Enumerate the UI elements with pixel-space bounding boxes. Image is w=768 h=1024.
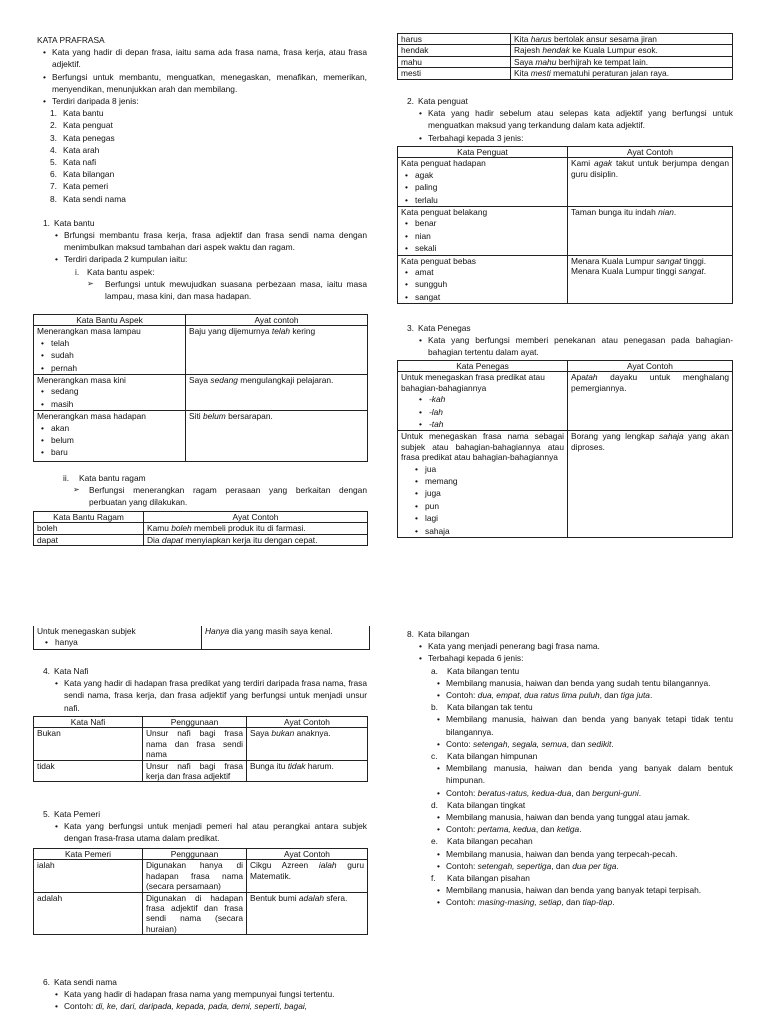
bilangan-type-c: c. Kata bilangan himpunan • Membilang manusia, haiwan dan benda yang banyak dalam bentuk himpunan. • Contoh: beratus-ratus, kedua-dua, dan berguni-guni. bbox=[401, 750, 733, 799]
list-item: • belum bbox=[37, 434, 182, 446]
list-item: • paling bbox=[401, 181, 564, 193]
table-header: Ayat contoh bbox=[186, 315, 368, 326]
section-heading-penguat: 2. Kata penguat bbox=[407, 96, 468, 106]
table-header: Kata Bantu Ragam bbox=[34, 512, 144, 523]
list-item: • pernah bbox=[37, 362, 182, 374]
table-cell: Taman bunga itu indah nian. bbox=[568, 207, 733, 256]
list-item: • lagi bbox=[411, 512, 564, 524]
section-heading-nafi: 4. Kata Nafi bbox=[43, 666, 89, 676]
type-item: 1. Kata bantu bbox=[50, 108, 104, 119]
penegas-table-continued bbox=[33, 626, 370, 650]
table-row bbox=[398, 45, 733, 56]
table-cell: Cikgu Azreen ialah guru Matematik. bbox=[247, 860, 368, 892]
type-item: 8. Kata sendi nama bbox=[50, 193, 126, 204]
list-item: • -kah bbox=[415, 393, 564, 405]
table-header: Kata Penegas bbox=[398, 361, 568, 372]
table-cell: Unsur nafi bagi frasa kerja dan frasa adjektif bbox=[143, 760, 247, 782]
table-cell: Apatah dayaku untuk menghalang pemergiannya. bbox=[568, 372, 733, 431]
ragam-table-continued bbox=[397, 33, 733, 80]
table-cell: Menerangkan masa lampau • telah • sudah • pernah bbox=[34, 326, 186, 375]
table-cell: Kami agak takut untuk berjumpa dengan guru disiplin. bbox=[568, 158, 733, 207]
ragam-table-continued-wrap bbox=[397, 33, 733, 80]
table-cell: Digunakan di hadapan frasa adjektif dan frasa sendi nama (secara huraian) bbox=[143, 892, 247, 935]
table-cell: Kamu boleh membeli produk itu di farmasi. bbox=[144, 523, 368, 534]
table-cell: Saya sedang mengulangkaji pelajaran. bbox=[186, 375, 368, 411]
table-row bbox=[34, 375, 368, 411]
bantu-bullet: • Terdiri daripada 2 kumpulan iaitu: bbox=[55, 253, 367, 265]
aspek-desc-item: ➢ Berfungsi untuk mewujudkan suasana perbezaan masa, iaitu masa lampau, masa kini, dan masa hadapan. bbox=[87, 278, 367, 302]
type-item: 4. Kata arah bbox=[50, 144, 100, 155]
table-row bbox=[398, 372, 733, 431]
list-item: • masih bbox=[37, 398, 182, 410]
list-item: • sedang bbox=[37, 385, 182, 397]
table-row bbox=[34, 892, 368, 935]
table-cell: Kita harus bertolak ansur sesama jiran bbox=[511, 34, 733, 45]
penguat-bullet: • Terbahagi kepada 3 jenis: bbox=[419, 132, 733, 144]
type-item: 5. Kata nafi bbox=[50, 157, 97, 168]
table-cell: dapat bbox=[34, 534, 144, 545]
list-item: • sudah bbox=[37, 349, 182, 361]
list-item: • agak bbox=[401, 169, 564, 181]
table-row bbox=[398, 56, 733, 67]
nafi-table bbox=[33, 716, 368, 782]
list-item: • terlalu bbox=[401, 194, 564, 206]
table-cell: hendak bbox=[398, 45, 511, 56]
pemeri-table bbox=[33, 848, 368, 935]
list-item: • benar bbox=[401, 217, 564, 229]
bilangan-type-b: b. Kata bilangan tak tentu • Membilang manusia, haiwan dan benda yang banyak tetapi tidak tentu bilangannya. • Conto: setengah, segala, semua, dan sedikit. bbox=[401, 701, 733, 750]
aspek-desc bbox=[37, 278, 367, 302]
table-header-row bbox=[34, 849, 368, 860]
bilangan-contoh: • Contoh: beratus-ratus, kedua-dua, dan berguni-guni. bbox=[437, 787, 733, 799]
pemeri-bullets bbox=[37, 820, 367, 844]
list-item: • sahaja bbox=[411, 525, 564, 537]
table-header-row bbox=[398, 147, 733, 158]
table-row bbox=[34, 534, 368, 545]
table-header-row bbox=[398, 361, 733, 372]
ragam-block bbox=[37, 472, 367, 509]
list-item: • akan bbox=[37, 422, 182, 434]
section-heading-bilangan: 8. Kata bilangan bbox=[407, 629, 470, 639]
type-item: 6. Kata bilangan bbox=[50, 169, 115, 180]
bilangan-contoh: • Contoh: setengah, sepertiga, dan dua per tiga. bbox=[437, 860, 733, 872]
intro-bullets bbox=[43, 46, 367, 107]
bilangan-desc: • Membilang manusia, haiwan dan benda yang terpecah-pecah. bbox=[437, 848, 733, 860]
list-item: • sungguh bbox=[401, 278, 564, 290]
table-row bbox=[34, 728, 368, 760]
list-item: • juga bbox=[411, 487, 564, 499]
penguat-table bbox=[397, 146, 733, 304]
table-cell: mahu bbox=[398, 56, 511, 67]
pemeri-table-wrap bbox=[33, 848, 368, 935]
table-cell: Rajesh hendak ke Kuala Lumpur esok. bbox=[511, 45, 733, 56]
type-item: 2. Kata penguat bbox=[50, 120, 113, 131]
bilangan-type-d: d. Kata bilangan tingkat • Membilang manusia, haiwan dan benda yang tunggal atau jamak. • Contoh: pertama, kedua, dan ketiga. bbox=[401, 799, 733, 836]
aspek-table bbox=[33, 314, 368, 462]
intro-bullet: • Terdiri daripada 8 jenis: bbox=[43, 95, 367, 107]
aspek-table-wrap bbox=[33, 314, 368, 462]
table-cell: Kata penguat hadapan • agak • paling • terlalu bbox=[398, 158, 568, 207]
nafi-block bbox=[37, 665, 367, 714]
bilangan-bullet: • Kata yang menjadi penerang bagi frasa nama. bbox=[419, 640, 733, 652]
table-row bbox=[398, 207, 733, 256]
bilangan-type-f: f. Kata bilangan pisahan • Membilang manusia, haiwan dan benda yang banyak tetapi terpisah. • Contoh: masing-masing, setiap, dan tiap-tiap. bbox=[401, 872, 733, 909]
bilangan-desc: • Membilang manusia, haiwan dan benda yang sudah tentu bilangannya. bbox=[437, 677, 733, 689]
intro-bullet: • Berfungsi untuk membantu, menguatkan, menegaskan, menafikan, memerikan, menyendikan, menunjukkan arah dan membilang. bbox=[43, 71, 367, 95]
table-row bbox=[398, 158, 733, 207]
left-top-column bbox=[37, 34, 367, 302]
bilangan-desc: • Membilang manusia, haiwan dan benda yang banyak tetapi terpisah. bbox=[437, 884, 733, 896]
penguat-block bbox=[401, 95, 733, 144]
table-header: Ayat Contoh bbox=[247, 849, 368, 860]
table-header: Kata Nafi bbox=[34, 717, 143, 728]
ragam-desc bbox=[37, 484, 367, 508]
table-cell: ialah bbox=[34, 860, 143, 892]
table-row bbox=[398, 34, 733, 45]
types-list bbox=[43, 107, 367, 205]
table-cell: Kata penguat bebas • amat • sungguh • sangat bbox=[398, 255, 568, 304]
intro-bullet: • Kata yang hadir di depan frasa, iaitu sama ada frasa nama, frasa kerja, atau frasa adjektif. bbox=[43, 46, 367, 70]
list-item: • -lah bbox=[415, 406, 564, 418]
table-header: Kata Bantu Aspek bbox=[34, 315, 186, 326]
table-cell: Kita mesti mematuhi peraturan jalan raya. bbox=[511, 68, 733, 79]
penegas-block bbox=[401, 322, 733, 359]
table-header: Penggunaan bbox=[143, 717, 247, 728]
section-heading-pemeri: 5. Kata Pemeri bbox=[43, 809, 101, 819]
bilangan-type-a: a. Kata bilangan tentu • Membilang manusia, haiwan dan benda yang sudah tentu bilangannya. • Contoh: dua, empat, dua ratus lima puluh, dan tiga juta. bbox=[401, 665, 733, 702]
table-cell: Untuk menegaskan frasa predikat atau bahagian-bahagiannya • -kah • -lah • -tah bbox=[398, 372, 568, 431]
table-cell: Dia dapat menyiapkan kerja itu dengan cepat. bbox=[144, 534, 368, 545]
type-item: 7. Kata pemeri bbox=[50, 181, 109, 192]
table-cell: Baju yang dijemurnya telah kering bbox=[186, 326, 368, 375]
list-item: • jua bbox=[411, 463, 564, 475]
bantu-bullets bbox=[37, 229, 367, 266]
sendi-block bbox=[37, 976, 367, 1013]
bilangan-type-e: e. Kata bilangan pecahan • Membilang manusia, haiwan dan benda yang terpecah-pecah. • Contoh: setengah, sepertiga, dan dua per tiga. bbox=[401, 835, 733, 872]
list-item: • telah bbox=[37, 337, 182, 349]
table-cell: Bunga itu tidak harum. bbox=[247, 760, 368, 782]
table-row bbox=[398, 431, 733, 538]
table-cell: Menerangkan masa kini • sedang • masih bbox=[34, 375, 186, 411]
table-row bbox=[34, 760, 368, 782]
bilangan-desc: • Membilang manusia, haiwan dan benda yang banyak dalam bentuk himpunan. bbox=[437, 762, 733, 786]
table-cell: Kata penguat belakang • benar • nian • sekali bbox=[398, 207, 568, 256]
penguat-table-wrap bbox=[397, 146, 733, 304]
table-row bbox=[398, 255, 733, 304]
ragam-table bbox=[33, 511, 368, 546]
table-header: Kata Pemeri bbox=[34, 849, 143, 860]
table-row bbox=[34, 411, 368, 462]
penguat-bullets bbox=[401, 107, 733, 144]
penguat-bullet: • Kata yang hadir sebelum atau selepas kata adjektif yang berfungsi untuk menguatkan maksud yang terkandung dalam kata adjektif. bbox=[419, 107, 733, 131]
sendi-bullets bbox=[37, 988, 367, 1012]
table-header-row bbox=[34, 512, 368, 523]
section-heading-sendi: 6. Kata sendi nama bbox=[43, 977, 117, 987]
table-header: Penggunaan bbox=[143, 849, 247, 860]
table-row bbox=[34, 523, 368, 534]
bilangan-desc: • Membilang manusia, haiwan dan benda yang banyak tetapi tidak tentu bilangannya. bbox=[437, 713, 733, 737]
pemeri-bullet: • Kata yang berfungsi untuk menjadi pemeri hal atau perangkai antara subjek dengan frasa-frasa utama dalam predikat. bbox=[55, 820, 367, 844]
table-cell: tidak bbox=[34, 760, 143, 782]
table-row bbox=[34, 860, 368, 892]
table-cell: Saya mahu berhijrah ke tempat lain. bbox=[511, 56, 733, 67]
list-item: • sangat bbox=[401, 291, 564, 303]
table-cell: Unsur nafi bagi frasa nama dan frasa sendi nama bbox=[143, 728, 247, 760]
table-header-row bbox=[34, 315, 368, 326]
table-cell: boleh bbox=[34, 523, 144, 534]
ragam-desc-item: ➢ Berfungsi menerangkan ragam perasaan yang berkaitan dengan perbuatan yang dilakukan. bbox=[73, 484, 367, 508]
table-header: Kata Penguat bbox=[398, 147, 568, 158]
table-cell: Hanya dia yang masih saya kenal. bbox=[202, 626, 370, 649]
bilangan-contoh: • Contoh: masing-masing, setiap, dan tiap-tiap. bbox=[437, 896, 733, 908]
bantu-bullet: • Brfungsi membantu frasa kerja, frasa adjektif dan frasa sendi nama dengan menimbulkan maksud tambahan dari aspek waktu dan ragam. bbox=[55, 229, 367, 253]
bilangan-desc: • Membilang manusia, haiwan dan benda yang tunggal atau jamak. bbox=[437, 811, 733, 823]
pemeri-block bbox=[37, 808, 367, 845]
ragam-table-wrap bbox=[33, 511, 368, 546]
penegas-table-wrap bbox=[397, 360, 733, 538]
nafi-bullet: • Kata yang hadir di hadapan frasa predikat yang terdiri daripada frasa nama, frasa sendi nama, frasa kerja, dan frasa adjektif yang berfungsi untuk menjadi unsur nafi. bbox=[55, 677, 367, 714]
list-item: • hanya bbox=[41, 636, 198, 648]
list-item: • sekali bbox=[401, 242, 564, 254]
table-cell: Borang yang lengkap sahaja yang akan diproses. bbox=[568, 431, 733, 538]
penegas-table bbox=[397, 360, 733, 538]
bilangan-contoh: • Conto: setengah, segala, semua, dan sedikit. bbox=[437, 738, 733, 750]
table-cell: Digunakan hanya di hadapan frasa nama (secara persamaan) bbox=[143, 860, 247, 892]
table-header: Ayat Contoh bbox=[247, 717, 368, 728]
table-row bbox=[34, 326, 368, 375]
table-header: Ayat Contoh bbox=[568, 147, 733, 158]
penegas-bullets bbox=[401, 334, 733, 358]
table-cell: mesti bbox=[398, 68, 511, 79]
list-item: • pun bbox=[411, 500, 564, 512]
table-cell: adalah bbox=[34, 892, 143, 935]
sendi-bullet: • Kata yang hadir di hadapan frasa nama yang mempunyai fungsi tertentu. bbox=[55, 988, 367, 1000]
table-cell: Bukan bbox=[34, 728, 143, 760]
section-heading-bantu: 1. Kata bantu bbox=[43, 217, 95, 228]
table-cell: Siti belum bersarapan. bbox=[186, 411, 368, 462]
sendi-bullet: • Contoh: di, ke, dari, daripada, kepada, pada, demi, seperti, bagai, bbox=[55, 1000, 367, 1012]
bilangan-block bbox=[401, 628, 733, 909]
bilangan-contoh: • Contoh: dua, empat, dua ratus lima puluh, dan tiga juta. bbox=[437, 689, 733, 701]
table-cell: Menerangkan masa hadapan • akan • belum • baru bbox=[34, 411, 186, 462]
penegas-bullet: • Kata yang berfungsi memberi penekanan atau penegasan pada bahagian-bahagian tertentu dalam ayat. bbox=[419, 334, 733, 358]
bilangan-bullet: • Terbahagi kepada 6 jenis: bbox=[419, 652, 733, 664]
table-cell: Bentuk bumi adalah sfera. bbox=[247, 892, 368, 935]
bilangan-bullets bbox=[401, 640, 733, 664]
list-item: • amat bbox=[401, 266, 564, 278]
table-cell: Menara Kuala Lumpur sangat tinggi. Menara Kuala Lumpur tinggi sangat. bbox=[568, 255, 733, 304]
table-cell: Saya bukan anaknya. bbox=[247, 728, 368, 760]
nafi-table-wrap bbox=[33, 716, 368, 782]
penegas-table-continued-wrap bbox=[33, 626, 370, 650]
list-item: • -tah bbox=[415, 418, 564, 430]
bilangan-contoh: • Contoh: pertama, kedua, dan ketiga. bbox=[437, 823, 733, 835]
table-cell: harus bbox=[398, 34, 511, 45]
subheading-aspek: i. Kata bantu aspek: bbox=[75, 266, 155, 277]
subheading-ragam: ii. Kata bantu ragam bbox=[63, 473, 146, 483]
table-cell: Untuk menegaskan subjek • hanya bbox=[34, 626, 202, 649]
list-item: • baru bbox=[37, 446, 182, 458]
page-title: KATA PRAFRASA bbox=[37, 35, 105, 45]
type-item: 3. Kata penegas bbox=[50, 132, 115, 143]
list-item: • memang bbox=[411, 475, 564, 487]
list-item: • nian bbox=[401, 230, 564, 242]
table-row bbox=[34, 626, 370, 649]
table-row bbox=[398, 68, 733, 79]
nafi-bullets bbox=[37, 677, 367, 714]
table-header: Ayat Contoh bbox=[144, 512, 368, 523]
table-header-row bbox=[34, 717, 368, 728]
table-header: Ayat Contoh bbox=[568, 361, 733, 372]
table-cell: Untuk menegaskan frasa nama sebagai subjek atau bahagian-bahagiannya atau frasa predikat atau bahagian-bahagiannya • jua • memang • juga • pun • lagi • sahaja bbox=[398, 431, 568, 538]
section-heading-penegas: 3. Kata Penegas bbox=[407, 323, 471, 333]
